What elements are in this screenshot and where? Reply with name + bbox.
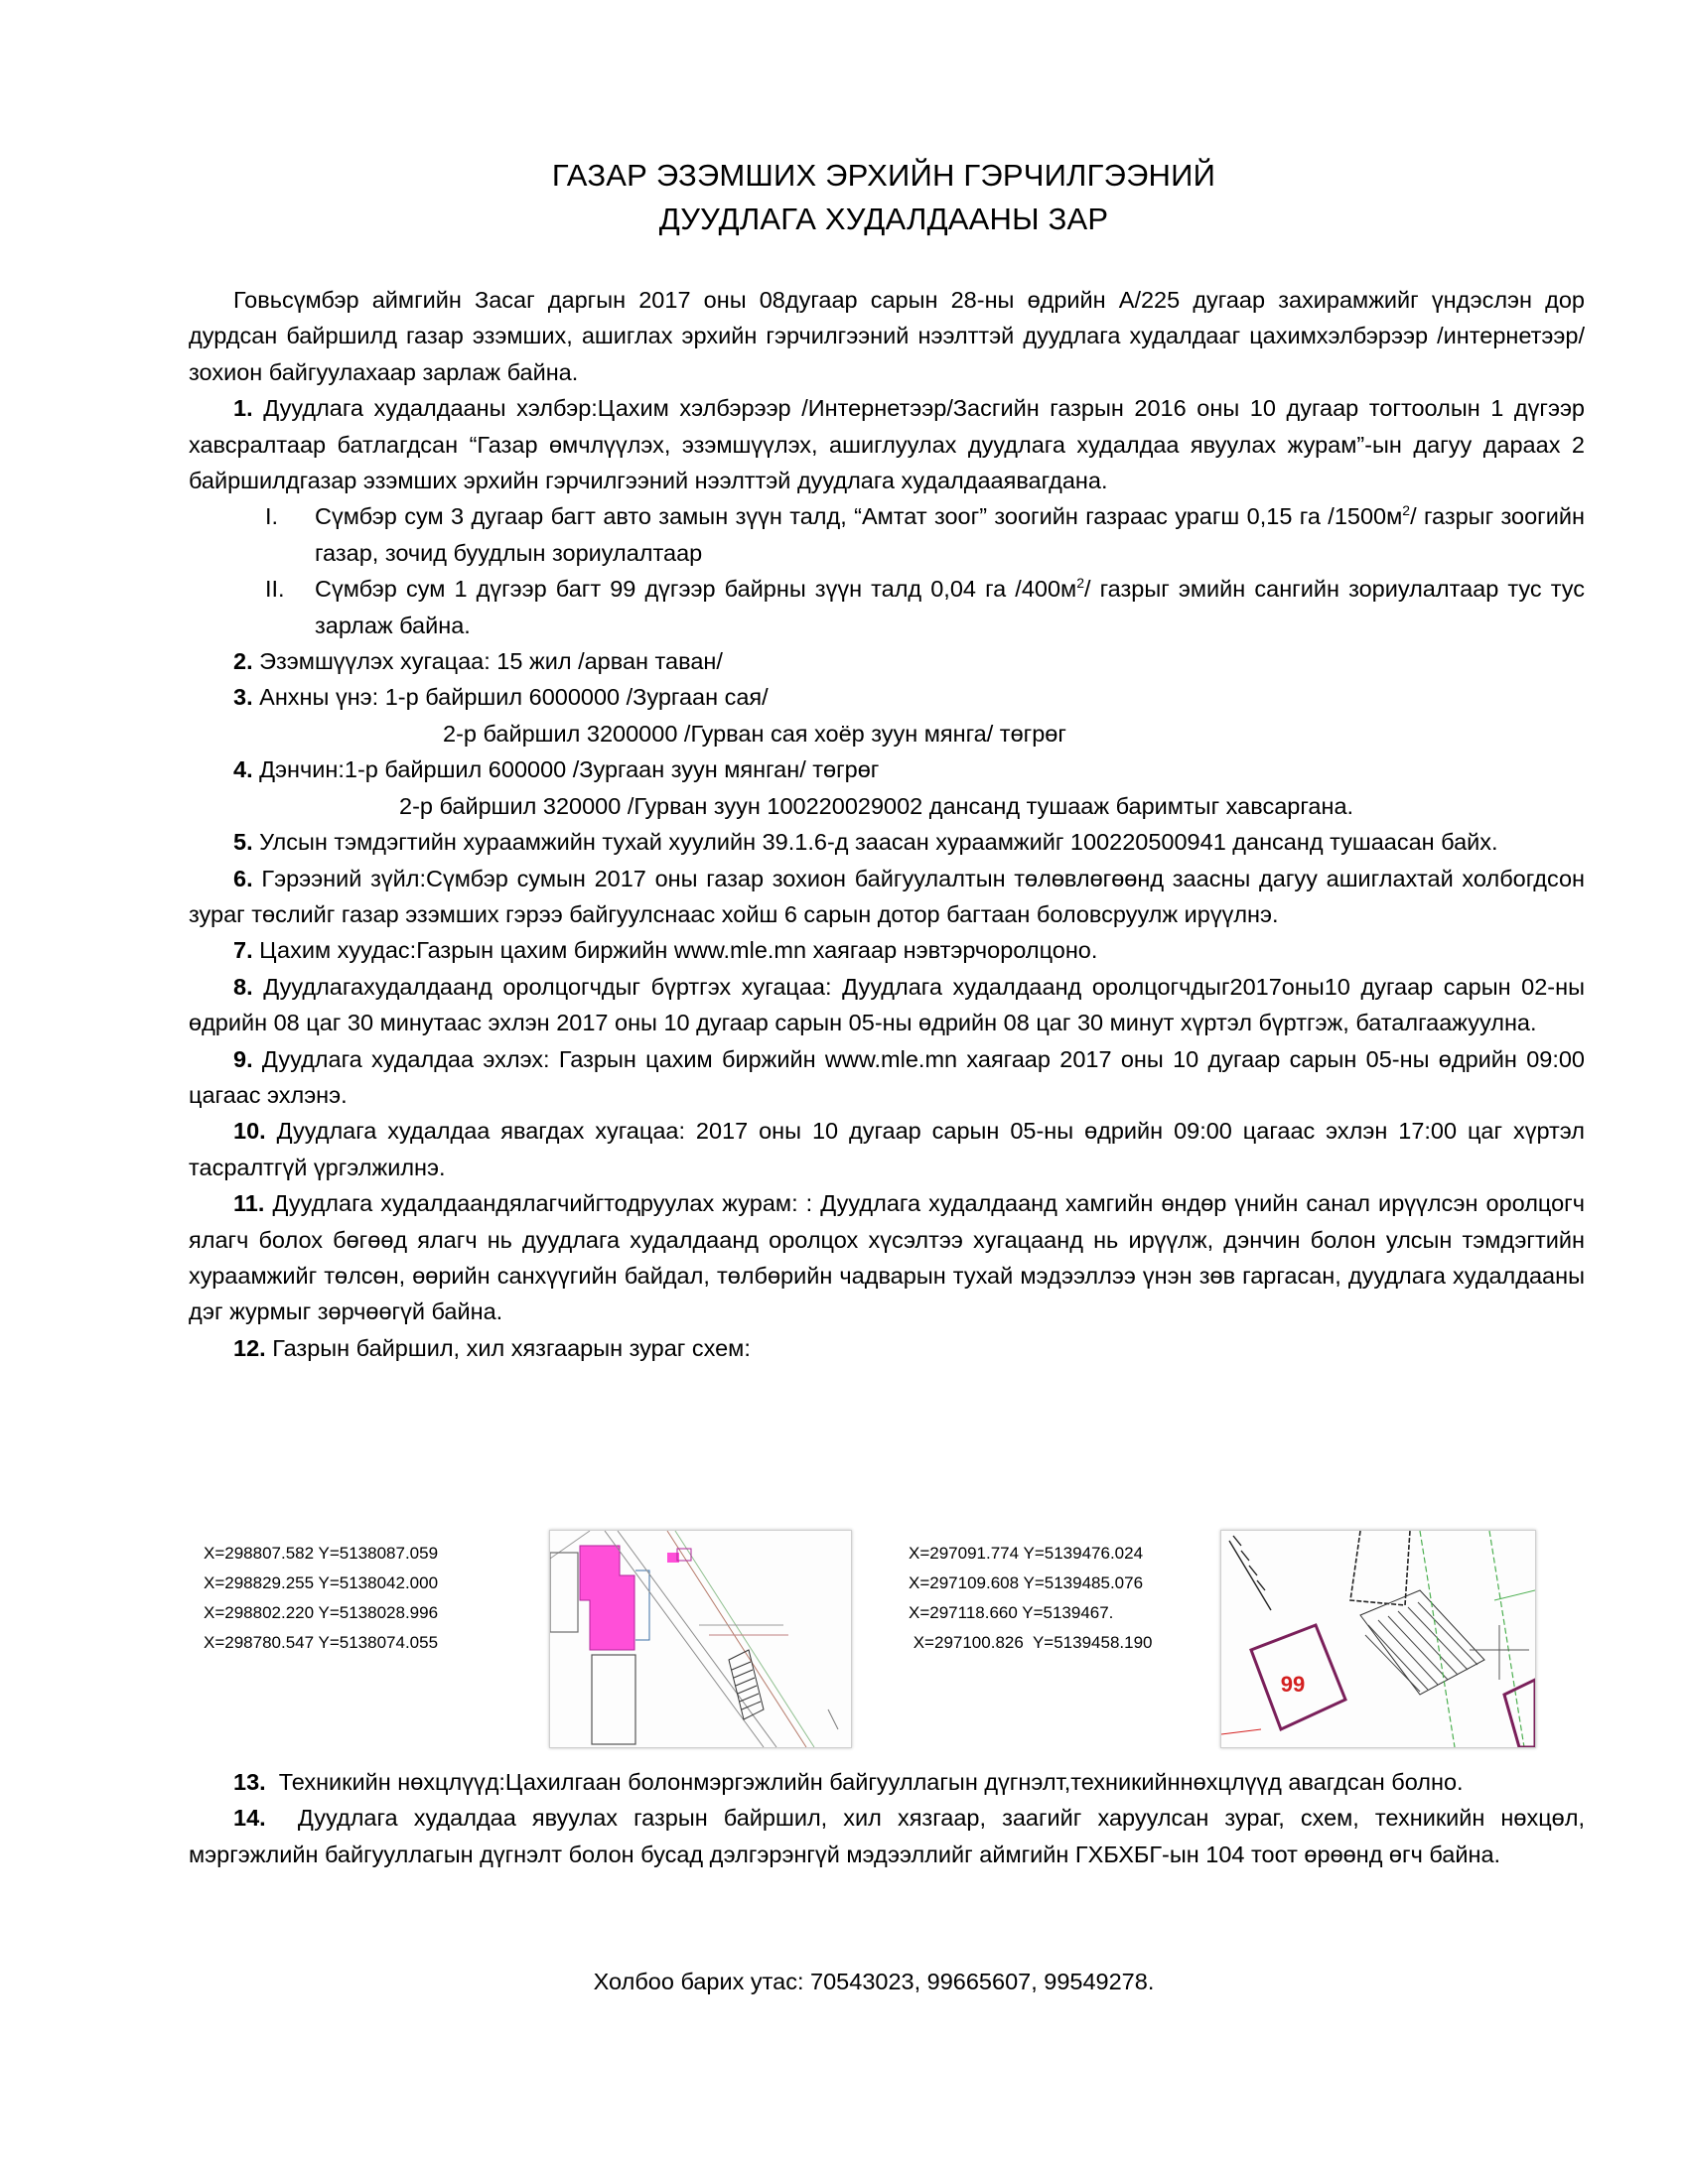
item-text: Анхны үнэ: 1-р байршил 6000000 /Зургаан сая/ xyxy=(259,684,769,711)
coordinates-location-1 xyxy=(204,1539,438,1658)
item-6 xyxy=(189,861,1585,933)
coordinate-row: X=297091.774 Y=5139476.024 xyxy=(909,1544,1144,1563)
item-text: Газрын байршил, хил хязгаарын зураг схем: xyxy=(272,1334,751,1361)
item-number: 8. xyxy=(233,973,253,1000)
site-map-2-drawing xyxy=(1221,1531,1535,1747)
item-number: 10. xyxy=(233,1118,266,1145)
item-number: 9. xyxy=(233,1045,253,1072)
location-text: / газрыг зоогийн газар, зочид буудлын зориулалтаар xyxy=(315,503,1585,566)
item-3 xyxy=(189,679,1585,715)
coordinates-location-2 xyxy=(909,1539,1152,1658)
item-number: 11. xyxy=(233,1190,265,1217)
item-8 xyxy=(189,969,1585,1041)
item-number: 13. xyxy=(233,1769,266,1795)
item-4 xyxy=(189,751,1585,787)
item-text: Дуудлага худалдаа явагдах хугацаа: 2017 оны 10 дугаар сарын 05-ны өдрийн 09:00 цагаас эхлэн 17:00 цаг хүртэл тасралтгүй үргэлжилнэ. xyxy=(189,1118,1585,1180)
coordinate-row: X=298802.220 Y=5138028.996 xyxy=(204,1603,439,1622)
item-13 xyxy=(189,1764,1585,1800)
coordinate-row: X=298829.255 Y=5138042.000 xyxy=(204,1573,439,1592)
item-text: Цахим хуудас:Газрын цахим биржийн www.mle.mn хаягаар нэвтэрчоролцоно. xyxy=(259,937,1098,964)
item-number: 14. xyxy=(233,1805,266,1832)
item-2 xyxy=(189,643,1585,679)
item-number: 4. xyxy=(233,756,253,783)
superscript: 2 xyxy=(1402,502,1411,519)
site-map-1-drawing xyxy=(550,1531,851,1747)
item-5 xyxy=(189,824,1585,860)
item-text: Дэнчин:1-р байршил 600000 /Зургаан зуун мянган/ төгрөг xyxy=(259,756,880,783)
item-text: Улсын тэмдэгтийн хураамжийн тухай хуулийн 39.1.6-д заасан хураамжийг 100220500941 дансанд тушаасан байх. xyxy=(259,829,1498,856)
location-text: / газрыг эмийн сангийн зориулалтаар тус тус зарлаж байна. xyxy=(315,576,1586,638)
item-number: 5. xyxy=(233,829,253,856)
coordinate-row: X=298780.547 Y=5138074.055 xyxy=(204,1633,439,1652)
location-1 xyxy=(189,498,1585,571)
item-number: 2. xyxy=(233,648,253,675)
item-1 xyxy=(189,390,1585,498)
coordinate-row: X=297118.660 Y=5139467. xyxy=(909,1603,1114,1622)
site-map-1 xyxy=(549,1530,852,1748)
coordinate-row: X=297100.826 Y=5139458.190 xyxy=(909,1633,1153,1652)
building-number: 99 xyxy=(1280,1672,1306,1697)
title-line-1: ГАЗАР ЭЗЭМШИХ ЭРХИЙН ГЭРЧИЛГЭЭНИЙ xyxy=(551,158,1216,193)
item-text: Дуудлага худалдаа эхлэх: Газрын цахим биржийн www.mle.mn хаягаар 2017 оны 10 дугаар сарын 05-ны өдрийн 09:00 цагаас эхлэнэ. xyxy=(189,1045,1585,1108)
item-text: Дуудлага худалдаа явуулах газрын байршил, хил хязгаар, заагийг харуулсан зураг, схем, техникийн нөхцөл, мэргэжлийн байгууллагын дүгнэлт болон бусад дэлгэрэнгүй мэдээллийг аймгийн ГХБХБГ-ын 104 тоот өрөөнд өгч байна. xyxy=(189,1805,1585,1867)
item-number: 6. xyxy=(233,865,253,891)
intro-paragraph: Говьсүмбэр аймгийн Засаг даргын 2017 оны 08дугаар сарын 28-ны өдрийн А/225 дугаар захирамжийг үндэслэн дор дурдсан байршилд газар эзэмших, ашиглах эрхийн гэрчилгээний нээлттэй дуудлага худалдааг цахимхэлбэрээр /интернетээр/ зохион байгуулахаар зарлаж байна. xyxy=(189,287,1585,385)
notice-body-continued xyxy=(189,1764,1585,1872)
item-text: Дуудлага худалдааны хэлбэр:Цахим хэлбэрээр /Интернетээр/Засгийн газрын 2016 оны 10 дугаар тогтоолын 1 дүгээр хавсралтаар батлагдсан “Газар өмчлүүлэх, эзэмшүүлэх, ашиглуулах дуудлага худалдаа явуулах журам”-ын дагуу дараах 2 байршилдгазар эзэмших эрхийн гэрчилгээний нээлттэй дуудлага худалдааявагдана. xyxy=(189,395,1586,494)
item-text: Дуудлага худалдаандялагчийгтодруулах журам: : Дуудлага худалдаанд хамгийн өндөр үнийн санал ирүүлсэн оролцогч ялагч болох бөгөөд ялагч нь дуудлага худалдаанд оролцох хүсэлтээ хугацаанд нь ирүүлж, дэнчин болон улсын тэмдэгтийн хураамжийг төлсөн, өөрийн санхүүгийн байдал, төлбөрийн чадварын тухай мэдээллээ үнэн зөв гаргасан, дуудлага худалдааны дэг журмыг зөрчөөгүй байна. xyxy=(189,1190,1585,1325)
roman-number: II. xyxy=(265,576,285,603)
location-text: Сүмбэр сум 1 дүгээр багт 99 дүгээр байрны зүүн талд 0,04 га /400м xyxy=(315,576,1077,603)
coordinate-row: X=297109.608 Y=5139485.076 xyxy=(909,1573,1144,1592)
item-number: 1. xyxy=(233,395,253,422)
location-2 xyxy=(189,571,1585,643)
superscript: 2 xyxy=(1076,575,1084,592)
item-text: Дуудлагахудалдаанд оролцогчдыг бүртгэх хугацаа: Дуудлага худалдаанд оролцогчдыг2017оны10 дугаар сарын 02-ны өдрийн 08 цаг 30 минутаас эхлэн 2017 оны 10 дугаар сарын 05-ны өдрийн 08 цаг 30 минут хүртэл бүртгэж, баталгаажуулна. xyxy=(189,973,1585,1036)
site-map-2 xyxy=(1220,1530,1536,1748)
item-7 xyxy=(189,932,1585,968)
item-number: 12. xyxy=(233,1334,266,1361)
item-11 xyxy=(189,1185,1585,1330)
item-text: Эзэмшүүлэх хугацаа: 15 жил /арван таван/ xyxy=(259,648,723,675)
item-number: 3. xyxy=(233,684,253,711)
title-line-2: ДУУДЛАГА ХУДАЛДААНЫ ЗАР xyxy=(658,202,1109,236)
item-4-continuation: 2-р байршил 320000 /Гурван зуун 100220029002 дансанд тушааж баримтыг хавсаргана. xyxy=(399,792,1354,819)
item-text: Гэрээний зүйл:Сүмбэр сумын 2017 оны газар зохион байгуулалтын төлөвлөгөөнд заасны дагуу ашиглахтай холбогдсон зураг төслийг газар эзэмших гэрээ байгуулснаас хойш 6 сарын дотор багтаан боловсруулж ирүүлнэ. xyxy=(189,865,1586,927)
contact-phones: Холбоо барих утас: 70543023, 99665607, 99549278. xyxy=(593,1969,1155,1994)
location-text: Сүмбэр сум 3 дугаар багт авто замын зүүн талд, “Амтат зоог” зоогийн газраас урагш 0,15 га /1500м xyxy=(315,503,1403,530)
item-9 xyxy=(189,1041,1585,1114)
roman-number: I. xyxy=(265,503,279,530)
item-text: Техникийн нөхцлүүд:Цахилгаан болонмэргэжлийн байгууллагын дүгнэлт,техникийннөхцлүүд авагдсан болно. xyxy=(278,1769,1464,1795)
notice-body xyxy=(189,282,1585,1366)
item-number: 7. xyxy=(233,937,253,964)
item-14 xyxy=(189,1800,1585,1872)
coordinate-row: X=298807.582 Y=5138087.059 xyxy=(204,1544,439,1563)
item-3-continuation: 2-р байршил 3200000 /Гурван сая хоёр зуун мянга/ төгрөг xyxy=(443,720,1066,747)
item-10 xyxy=(189,1113,1585,1185)
item-12 xyxy=(189,1330,1585,1366)
